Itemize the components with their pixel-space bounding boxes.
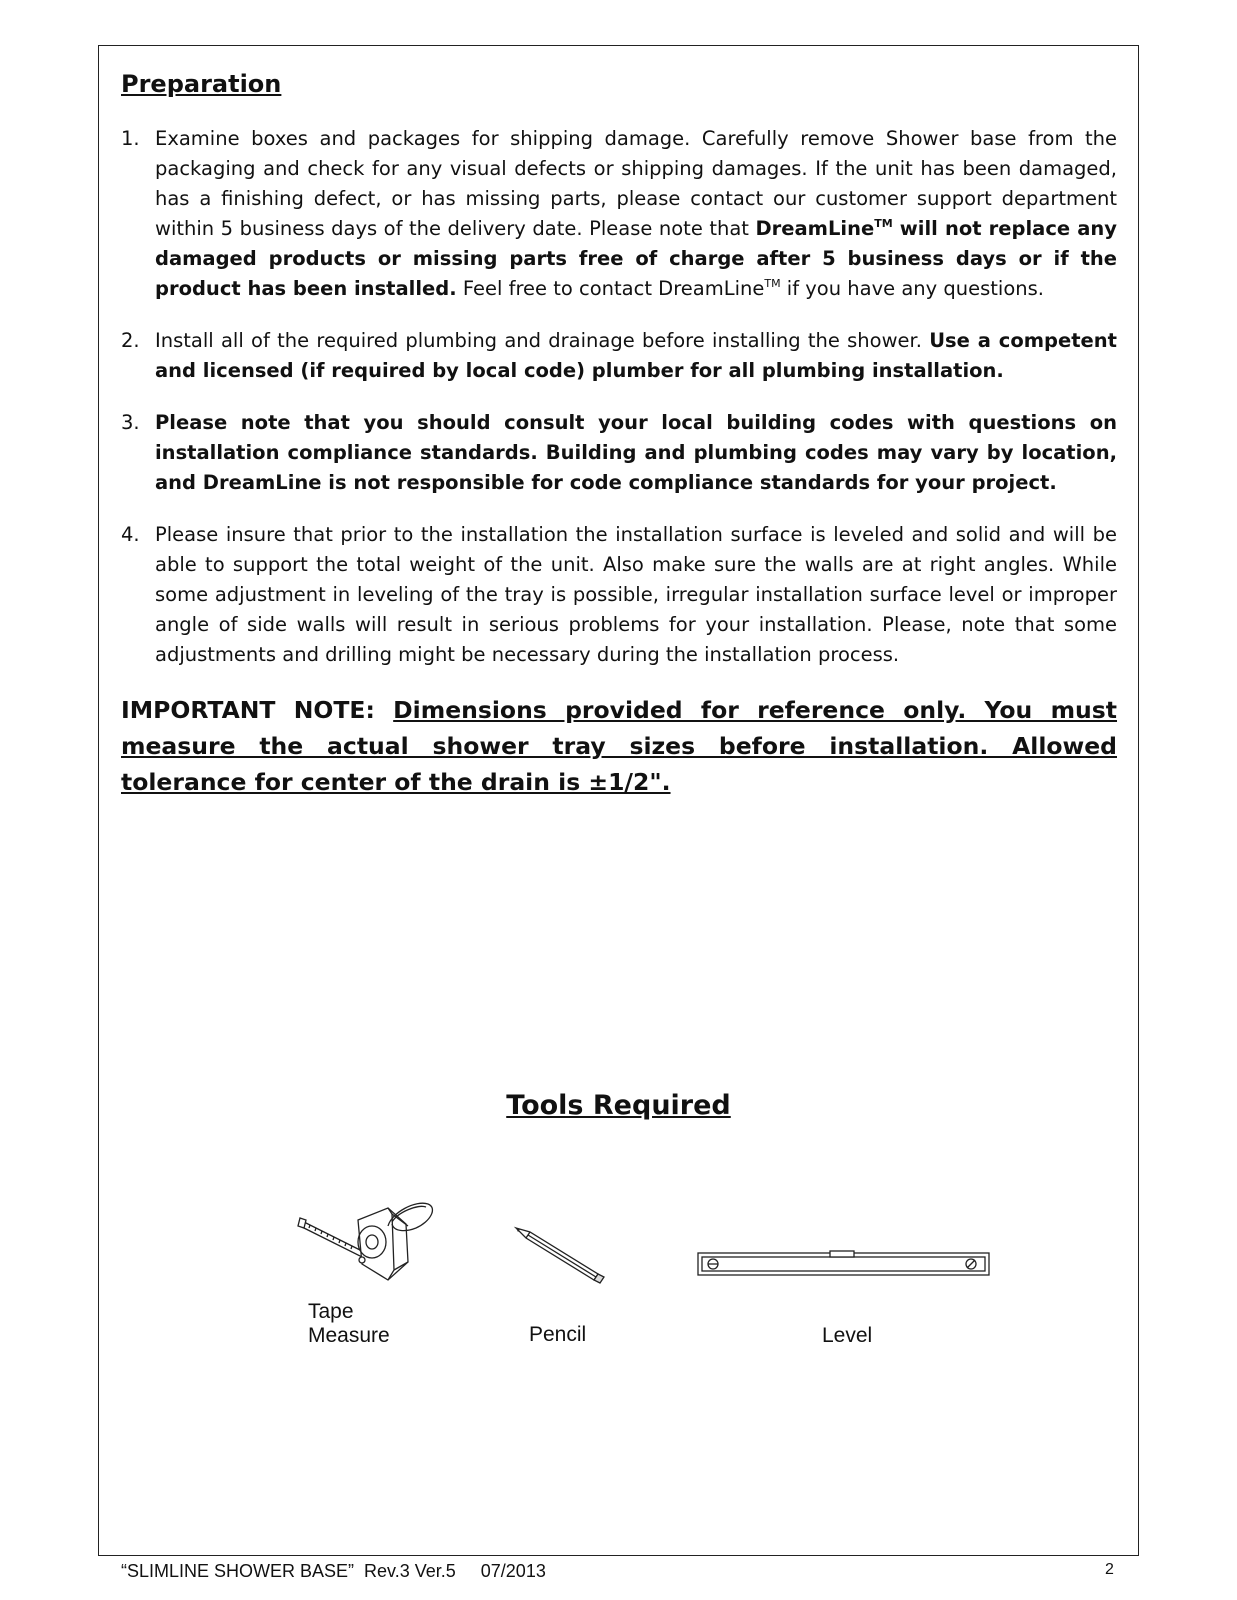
steps-list [121, 124, 1117, 670]
step-text: Install all of the required plumbing and drainage before installing the shower. [155, 329, 930, 352]
step-text: if you have any questions. [780, 277, 1044, 300]
step-text: Examine boxes and packages for shipping damage. Carefully remove Shower base from the packaging and check for any visual defects or shipping damages. If the unit has been damaged, has a finishing defect, or has missing parts, please contact our customer support department within 5 business days of the delivery date. Please note that [155, 127, 1117, 240]
step-text: Please insure that prior to the installation the installation surface is leveled and solid and will be able to support the total weight of the unit. Also make sure the walls are at right angles. While some adjustment in leveling of the tray is possible, irregular installation surface level or improper angle of side walls will result in serious problems for your installation. Please, note that some adjustments and drilling might be necessary during the installation process. [155, 523, 1117, 666]
list-item [121, 520, 1117, 670]
trademark-mark: TM [874, 217, 893, 230]
step-number: 2. [121, 329, 140, 352]
trademark-mark: TM [764, 277, 781, 290]
list-item [121, 326, 1117, 386]
tool-label-pencil: Pencil [529, 1323, 587, 1346]
step-bold-text: Please note that you should consult your local building codes with questions on installation compliance standards. Building and plumbing codes may vary by location, and DreamLine is not responsible for code compliance standards for your project. [155, 411, 1117, 494]
step-bold-text: Use a competent and licensed (if required by local code) plumber for all plumbing installation. [155, 329, 1117, 382]
important-label: IMPORTANT NOTE: [121, 696, 394, 724]
level-icon [697, 1250, 991, 1278]
footer-document-info: “SLIMLINE SHOWER BASE” Rev.3 Ver.5 07/2013 [121, 1561, 546, 1581]
page-number: 2 [1105, 1561, 1114, 1578]
tool-label-level: Level [822, 1324, 873, 1347]
tool-label-tape-measure [308, 1300, 390, 1348]
tape-label-line2: Measure [308, 1324, 390, 1347]
step-number: 4. [121, 523, 140, 546]
brand-name: DreamLine [755, 217, 875, 240]
important-text: Dimensions provided for reference only. You must measure the actual shower tray sizes before installation. Allowed tolerance for center of the drain is ±1/2". [121, 696, 1118, 796]
step-number: 1. [121, 127, 140, 150]
list-item [121, 124, 1117, 304]
step-bold-text: will not replace any damaged products or missing parts free of charge after 5 business days or if the product has been installed. [155, 217, 1117, 300]
tape-measure-icon [296, 1200, 446, 1310]
tape-label-line1: Tape [308, 1300, 354, 1323]
tools-title: Tools Required [506, 1090, 731, 1121]
list-item [121, 408, 1117, 498]
important-note [121, 692, 1117, 800]
pencil-icon [512, 1224, 612, 1284]
step-number: 3. [121, 411, 140, 434]
section-title: Preparation [121, 70, 282, 98]
step-text: Feel free to contact DreamLine [456, 277, 765, 300]
preparation-section [121, 68, 1117, 800]
